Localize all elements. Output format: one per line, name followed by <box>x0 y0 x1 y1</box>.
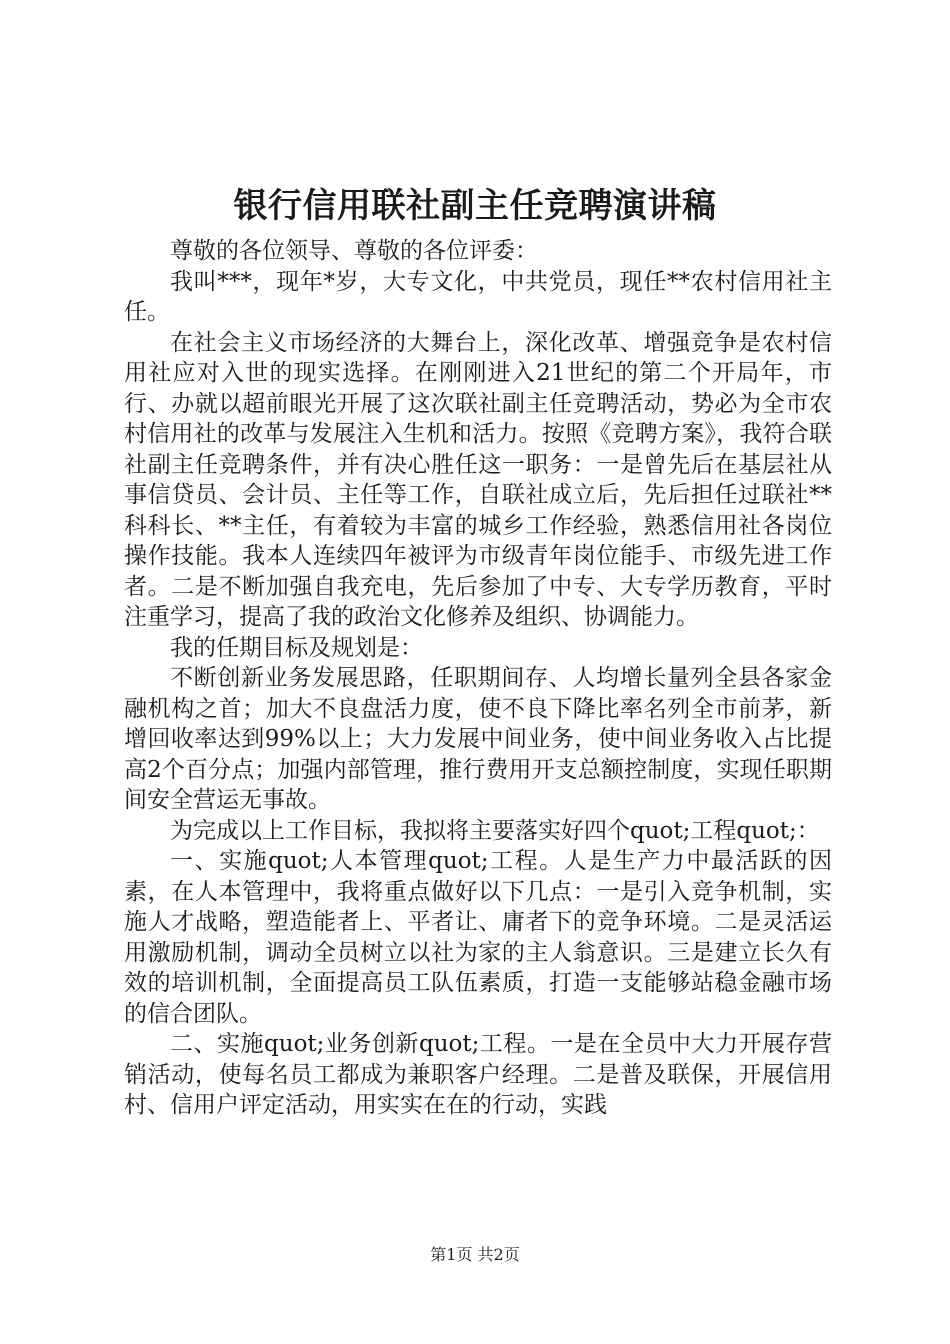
page-number-footer: 第1页 共2页 <box>430 1245 520 1264</box>
document-title: 银行信用联社副主任竞聘演讲稿 <box>233 186 717 226</box>
paragraph-qualifications: 在社会主义市场经济的大舞台上，深化改革、增强竞争是农村信用社应对入世的现实选择。在刚刚进入21世纪的第二个开局年，市行、办就以超前眼光开展了这次联社副主任竞聘活动，势必为全市农村信用社的改革与发展注入生机和活力。按照《竞聘方案》，我符合联社副主任竞聘条件，并有决心胜任这一职务：一是曾先后在基层社从事信贷员、会计员、主任等工作，自联社成立后，先后担任过联社**科科长、**主任，有着较为丰富的城乡工作经验，熟悉信用社各岗位操作技能。我本人连续四年被评为市级青年岗位能手、市级先进工作者。二是不断加强自我充电，先后参加了中专、大专学历教育，平时注重学习，提高了我的政治文化修养及组织、协调能力。 <box>124 329 832 630</box>
paragraph-project-two: 二、实施quot;业务创新quot;工程。一是在全员中大力开展存营销活动，使每名员工都成为兼职客户经理。二是普及联保，开展信用村、信用户评定活动，用实实在在的行动，实践 <box>124 1031 832 1118</box>
paragraph-goals-heading: 我的任期目标及规划是： <box>170 634 423 661</box>
document-body <box>124 236 832 1121</box>
paragraph-projects-intro: 为完成以上工作目标，我拟将主要落实好四个quot;工程quot;： <box>170 817 820 844</box>
paragraph-introduction: 我叫***，现年*岁，大专文化，中共党员，现任**农村信用社主任。 <box>124 268 832 325</box>
paragraph-goals: 不断创新业务发展思路，任职期间存、人均增长量列全县各家金融机构之首；加大不良盘活力度，使不良下降比率名列全市前茅，新增回收率达到99%以上；大力发展中间业务，使中间业务收入占比提高2个百分点；加强内部管理，推行费用开支总额控制度，实现任职期间安全营运无事故。 <box>124 665 832 813</box>
paragraph-project-one: 一、实施quot;人本管理quot;工程。人是生产力中最活跃的因素，在人本管理中，我将重点做好以下几点：一是引入竞争机制，实施人才战略，塑造能者上、平者让、庸者下的竞争环境。二是灵活运用激励机制，调动全员树立以社为家的主人翁意识。三是建立长久有效的培训机制，全面提高员工队伍素质，打造一支能够站稳金融市场的信合团队。 <box>124 848 832 1027</box>
paragraph-salutation: 尊敬的各位领导、尊敬的各位评委： <box>170 238 538 264</box>
